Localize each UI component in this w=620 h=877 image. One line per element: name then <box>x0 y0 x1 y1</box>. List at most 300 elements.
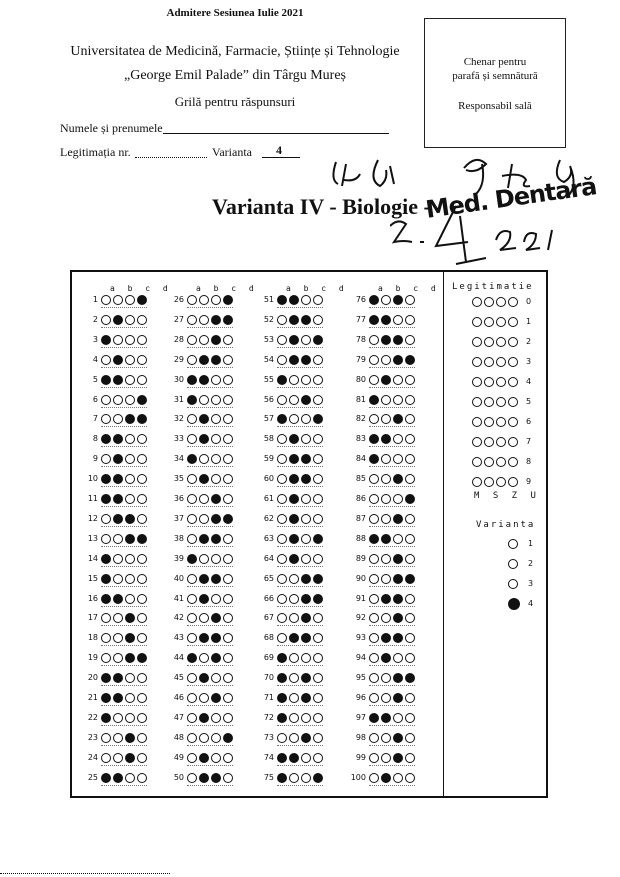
answer-bubble-d[interactable] <box>405 414 415 424</box>
answer-bubble-a[interactable] <box>187 355 197 365</box>
answer-bubble-d[interactable] <box>405 574 415 584</box>
answer-bubble-c[interactable] <box>301 414 311 424</box>
answer-bubble-d[interactable] <box>313 335 323 345</box>
answer-bubble-a[interactable] <box>369 713 379 723</box>
answer-bubble-d[interactable] <box>137 594 147 604</box>
answer-bubble-b[interactable] <box>199 574 209 584</box>
answer-bubble-b[interactable] <box>289 733 299 743</box>
id-bubble[interactable] <box>508 417 518 427</box>
answer-bubble-b[interactable] <box>113 633 123 643</box>
answer-bubble-d[interactable] <box>137 454 147 464</box>
answer-bubble-b[interactable] <box>113 514 123 524</box>
answer-bubble-a[interactable] <box>277 335 287 345</box>
answer-bubble-d[interactable] <box>137 613 147 623</box>
answer-bubble-d[interactable] <box>223 355 233 365</box>
answer-bubble-d[interactable] <box>405 753 415 763</box>
answer-bubble-d[interactable] <box>223 554 233 564</box>
id-bubble[interactable] <box>496 477 506 487</box>
answer-bubble-b[interactable] <box>381 693 391 703</box>
answer-bubble-d[interactable] <box>137 355 147 365</box>
answer-bubble-c[interactable] <box>211 414 221 424</box>
answer-bubble-a[interactable] <box>277 454 287 464</box>
answer-bubble-b[interactable] <box>113 414 123 424</box>
answer-bubble-b[interactable] <box>113 454 123 464</box>
answer-bubble-a[interactable] <box>277 514 287 524</box>
answer-bubble-b[interactable] <box>289 474 299 484</box>
answer-bubble-b[interactable] <box>289 613 299 623</box>
answer-bubble-d[interactable] <box>223 613 233 623</box>
answer-bubble-d[interactable] <box>405 434 415 444</box>
answer-bubble-b[interactable] <box>113 355 123 365</box>
answer-bubble-d[interactable] <box>137 673 147 683</box>
id-bubble[interactable] <box>508 337 518 347</box>
answer-bubble-a[interactable] <box>277 395 287 405</box>
answer-bubble-b[interactable] <box>199 713 209 723</box>
answer-bubble-c[interactable] <box>125 554 135 564</box>
answer-bubble-b[interactable] <box>289 554 299 564</box>
answer-bubble-c[interactable] <box>301 434 311 444</box>
answer-bubble-b[interactable] <box>199 454 209 464</box>
answer-bubble-b[interactable] <box>289 434 299 444</box>
answer-bubble-c[interactable] <box>393 395 403 405</box>
answer-bubble-b[interactable] <box>289 335 299 345</box>
answer-bubble-a[interactable] <box>277 474 287 484</box>
answer-bubble-a[interactable] <box>277 594 287 604</box>
answer-bubble-c[interactable] <box>301 395 311 405</box>
answer-bubble-b[interactable] <box>199 733 209 743</box>
answer-bubble-c[interactable] <box>301 295 311 305</box>
answer-bubble-c[interactable] <box>393 594 403 604</box>
answer-bubble-a[interactable] <box>277 574 287 584</box>
answer-bubble-c[interactable] <box>211 375 221 385</box>
answer-bubble-b[interactable] <box>199 534 209 544</box>
answer-bubble-d[interactable] <box>313 753 323 763</box>
id-bubble[interactable] <box>472 437 482 447</box>
answer-bubble-c[interactable] <box>301 574 311 584</box>
answer-bubble-d[interactable] <box>405 375 415 385</box>
answer-bubble-b[interactable] <box>381 514 391 524</box>
answer-bubble-b[interactable] <box>199 693 209 703</box>
answer-bubble-c[interactable] <box>125 574 135 584</box>
answer-bubble-a[interactable] <box>187 335 197 345</box>
answer-bubble-d[interactable] <box>313 395 323 405</box>
answer-bubble-c[interactable] <box>301 594 311 604</box>
answer-bubble-d[interactable] <box>405 395 415 405</box>
answer-bubble-a[interactable] <box>101 733 111 743</box>
answer-bubble-a[interactable] <box>369 494 379 504</box>
answer-bubble-c[interactable] <box>393 753 403 763</box>
answer-bubble-d[interactable] <box>223 713 233 723</box>
answer-bubble-b[interactable] <box>113 554 123 564</box>
answer-bubble-c[interactable] <box>125 594 135 604</box>
answer-bubble-a[interactable] <box>369 733 379 743</box>
answer-bubble-d[interactable] <box>223 693 233 703</box>
id-bubble[interactable] <box>508 437 518 447</box>
answer-bubble-b[interactable] <box>289 295 299 305</box>
answer-bubble-a[interactable] <box>277 434 287 444</box>
answer-bubble-d[interactable] <box>137 514 147 524</box>
answer-bubble-a[interactable] <box>277 554 287 564</box>
answer-bubble-b[interactable] <box>289 315 299 325</box>
answer-bubble-b[interactable] <box>289 653 299 663</box>
answer-bubble-c[interactable] <box>393 315 403 325</box>
answer-bubble-d[interactable] <box>137 315 147 325</box>
answer-bubble-a[interactable] <box>187 753 197 763</box>
answer-bubble-d[interactable] <box>137 375 147 385</box>
id-bubble[interactable] <box>496 417 506 427</box>
answer-bubble-c[interactable] <box>301 355 311 365</box>
answer-bubble-a[interactable] <box>369 653 379 663</box>
id-bubble[interactable] <box>472 457 482 467</box>
answer-bubble-c[interactable] <box>211 713 221 723</box>
answer-bubble-a[interactable] <box>369 534 379 544</box>
answer-bubble-a[interactable] <box>187 633 197 643</box>
answer-bubble-c[interactable] <box>211 693 221 703</box>
id-bubble[interactable] <box>484 357 494 367</box>
answer-bubble-d[interactable] <box>313 594 323 604</box>
id-bubble[interactable] <box>496 317 506 327</box>
id-bubble[interactable] <box>472 297 482 307</box>
answer-bubble-c[interactable] <box>393 713 403 723</box>
answer-bubble-c[interactable] <box>393 733 403 743</box>
answer-bubble-a[interactable] <box>187 773 197 783</box>
answer-bubble-b[interactable] <box>289 773 299 783</box>
answer-bubble-a[interactable] <box>277 753 287 763</box>
answer-bubble-d[interactable] <box>313 633 323 643</box>
answer-bubble-a[interactable] <box>369 395 379 405</box>
answer-bubble-a[interactable] <box>187 534 197 544</box>
answer-bubble-c[interactable] <box>125 733 135 743</box>
answer-bubble-b[interactable] <box>199 613 209 623</box>
answer-bubble-b[interactable] <box>381 713 391 723</box>
answer-bubble-b[interactable] <box>199 295 209 305</box>
answer-bubble-b[interactable] <box>199 335 209 345</box>
answer-bubble-b[interactable] <box>199 355 209 365</box>
id-bubble[interactable] <box>484 297 494 307</box>
answer-bubble-a[interactable] <box>369 335 379 345</box>
id-bubble[interactable] <box>472 357 482 367</box>
answer-bubble-a[interactable] <box>187 693 197 703</box>
answer-bubble-c[interactable] <box>301 633 311 643</box>
answer-bubble-a[interactable] <box>187 414 197 424</box>
answer-bubble-c[interactable] <box>301 315 311 325</box>
answer-bubble-b[interactable] <box>381 474 391 484</box>
answer-bubble-a[interactable] <box>101 434 111 444</box>
answer-bubble-c[interactable] <box>211 335 221 345</box>
answer-bubble-d[interactable] <box>313 355 323 365</box>
answer-bubble-c[interactable] <box>301 554 311 564</box>
answer-bubble-d[interactable] <box>405 494 415 504</box>
answer-bubble-a[interactable] <box>101 335 111 345</box>
answer-bubble-b[interactable] <box>381 673 391 683</box>
answer-bubble-d[interactable] <box>223 633 233 643</box>
answer-bubble-c[interactable] <box>393 673 403 683</box>
answer-bubble-b[interactable] <box>113 534 123 544</box>
answer-bubble-a[interactable] <box>101 693 111 703</box>
variant-bubble[interactable] <box>508 559 518 569</box>
answer-bubble-d[interactable] <box>405 355 415 365</box>
answer-bubble-d[interactable] <box>405 335 415 345</box>
answer-bubble-d[interactable] <box>313 653 323 663</box>
answer-bubble-a[interactable] <box>101 594 111 604</box>
answer-bubble-b[interactable] <box>289 753 299 763</box>
answer-bubble-b[interactable] <box>113 733 123 743</box>
answer-bubble-a[interactable] <box>101 673 111 683</box>
answer-bubble-a[interactable] <box>277 633 287 643</box>
answer-bubble-c[interactable] <box>125 633 135 643</box>
answer-bubble-c[interactable] <box>393 474 403 484</box>
answer-bubble-a[interactable] <box>369 673 379 683</box>
answer-bubble-d[interactable] <box>405 693 415 703</box>
answer-bubble-b[interactable] <box>381 335 391 345</box>
answer-bubble-a[interactable] <box>277 693 287 703</box>
answer-bubble-d[interactable] <box>405 454 415 464</box>
answer-bubble-b[interactable] <box>289 594 299 604</box>
answer-bubble-c[interactable] <box>393 633 403 643</box>
answer-bubble-a[interactable] <box>277 613 287 623</box>
answer-bubble-a[interactable] <box>187 733 197 743</box>
answer-bubble-c[interactable] <box>125 653 135 663</box>
answer-bubble-c[interactable] <box>301 773 311 783</box>
answer-bubble-b[interactable] <box>199 773 209 783</box>
id-bubble[interactable] <box>472 477 482 487</box>
answer-bubble-a[interactable] <box>187 434 197 444</box>
answer-bubble-c[interactable] <box>301 494 311 504</box>
answer-bubble-c[interactable] <box>393 613 403 623</box>
answer-bubble-d[interactable] <box>313 434 323 444</box>
id-bubble[interactable] <box>496 457 506 467</box>
answer-bubble-c[interactable] <box>125 673 135 683</box>
answer-bubble-a[interactable] <box>187 295 197 305</box>
answer-bubble-b[interactable] <box>289 454 299 464</box>
answer-bubble-d[interactable] <box>137 653 147 663</box>
answer-bubble-a[interactable] <box>277 653 287 663</box>
answer-bubble-d[interactable] <box>313 554 323 564</box>
answer-bubble-c[interactable] <box>393 494 403 504</box>
answer-bubble-b[interactable] <box>199 315 209 325</box>
answer-bubble-a[interactable] <box>369 414 379 424</box>
answer-bubble-d[interactable] <box>137 633 147 643</box>
answer-bubble-c[interactable] <box>301 474 311 484</box>
answer-bubble-b[interactable] <box>289 713 299 723</box>
answer-bubble-a[interactable] <box>369 434 379 444</box>
answer-bubble-b[interactable] <box>381 733 391 743</box>
answer-bubble-c[interactable] <box>301 335 311 345</box>
answer-bubble-d[interactable] <box>313 693 323 703</box>
answer-bubble-c[interactable] <box>393 653 403 663</box>
answer-bubble-c[interactable] <box>125 414 135 424</box>
answer-bubble-a[interactable] <box>277 494 287 504</box>
answer-bubble-d[interactable] <box>137 693 147 703</box>
answer-bubble-a[interactable] <box>369 753 379 763</box>
answer-bubble-a[interactable] <box>187 395 197 405</box>
answer-bubble-a[interactable] <box>101 414 111 424</box>
answer-bubble-d[interactable] <box>313 733 323 743</box>
answer-bubble-d[interactable] <box>223 295 233 305</box>
answer-bubble-c[interactable] <box>211 594 221 604</box>
answer-bubble-d[interactable] <box>223 474 233 484</box>
answer-bubble-d[interactable] <box>223 653 233 663</box>
answer-bubble-a[interactable] <box>369 454 379 464</box>
answer-bubble-d[interactable] <box>137 494 147 504</box>
answer-bubble-c[interactable] <box>125 434 135 444</box>
answer-bubble-a[interactable] <box>369 773 379 783</box>
id-bubble[interactable] <box>472 417 482 427</box>
answer-bubble-b[interactable] <box>381 633 391 643</box>
answer-bubble-c[interactable] <box>211 753 221 763</box>
answer-bubble-a[interactable] <box>101 713 111 723</box>
id-bubble[interactable] <box>484 317 494 327</box>
answer-bubble-b[interactable] <box>199 375 209 385</box>
id-bubble[interactable] <box>472 397 482 407</box>
answer-bubble-c[interactable] <box>211 653 221 663</box>
answer-bubble-a[interactable] <box>277 733 287 743</box>
answer-bubble-d[interactable] <box>223 773 233 783</box>
answer-bubble-a[interactable] <box>187 514 197 524</box>
answer-bubble-c[interactable] <box>393 454 403 464</box>
answer-bubble-a[interactable] <box>187 574 197 584</box>
answer-bubble-b[interactable] <box>289 514 299 524</box>
answer-bubble-a[interactable] <box>277 295 287 305</box>
answer-bubble-a[interactable] <box>369 295 379 305</box>
answer-bubble-c[interactable] <box>211 295 221 305</box>
answer-bubble-c[interactable] <box>125 693 135 703</box>
answer-bubble-c[interactable] <box>211 355 221 365</box>
answer-bubble-d[interactable] <box>137 434 147 444</box>
id-bubble[interactable] <box>472 317 482 327</box>
answer-bubble-c[interactable] <box>211 514 221 524</box>
answer-bubble-d[interactable] <box>405 315 415 325</box>
answer-bubble-b[interactable] <box>289 414 299 424</box>
answer-bubble-d[interactable] <box>137 414 147 424</box>
id-bubble[interactable] <box>484 477 494 487</box>
answer-bubble-d[interactable] <box>405 295 415 305</box>
answer-bubble-a[interactable] <box>187 653 197 663</box>
answer-bubble-b[interactable] <box>289 494 299 504</box>
id-bubble[interactable] <box>508 477 518 487</box>
answer-bubble-a[interactable] <box>101 613 111 623</box>
answer-bubble-a[interactable] <box>101 554 111 564</box>
answer-bubble-a[interactable] <box>101 574 111 584</box>
answer-bubble-a[interactable] <box>101 474 111 484</box>
answer-bubble-a[interactable] <box>369 554 379 564</box>
answer-bubble-d[interactable] <box>223 454 233 464</box>
answer-bubble-a[interactable] <box>187 594 197 604</box>
answer-bubble-b[interactable] <box>199 494 209 504</box>
answer-bubble-b[interactable] <box>113 574 123 584</box>
answer-bubble-d[interactable] <box>313 713 323 723</box>
answer-bubble-c[interactable] <box>211 574 221 584</box>
answer-bubble-a[interactable] <box>369 514 379 524</box>
answer-bubble-d[interactable] <box>137 335 147 345</box>
answer-bubble-a[interactable] <box>187 454 197 464</box>
answer-bubble-d[interactable] <box>223 335 233 345</box>
answer-bubble-c[interactable] <box>211 315 221 325</box>
answer-bubble-c[interactable] <box>301 534 311 544</box>
answer-bubble-d[interactable] <box>137 753 147 763</box>
answer-bubble-b[interactable] <box>113 613 123 623</box>
answer-bubble-b[interactable] <box>381 594 391 604</box>
answer-bubble-c[interactable] <box>393 514 403 524</box>
answer-bubble-d[interactable] <box>137 395 147 405</box>
answer-bubble-a[interactable] <box>187 474 197 484</box>
answer-bubble-a[interactable] <box>277 355 287 365</box>
answer-bubble-c[interactable] <box>393 375 403 385</box>
answer-bubble-c[interactable] <box>211 395 221 405</box>
id-bubble[interactable] <box>496 337 506 347</box>
answer-bubble-c[interactable] <box>393 693 403 703</box>
answer-bubble-b[interactable] <box>199 514 209 524</box>
answer-bubble-d[interactable] <box>313 315 323 325</box>
answer-bubble-b[interactable] <box>289 534 299 544</box>
answer-bubble-d[interactable] <box>313 295 323 305</box>
answer-bubble-d[interactable] <box>313 454 323 464</box>
answer-bubble-b[interactable] <box>113 474 123 484</box>
answer-bubble-c[interactable] <box>211 633 221 643</box>
answer-bubble-c[interactable] <box>125 514 135 524</box>
answer-bubble-c[interactable] <box>301 713 311 723</box>
answer-bubble-c[interactable] <box>301 673 311 683</box>
answer-bubble-d[interactable] <box>405 534 415 544</box>
answer-bubble-b[interactable] <box>381 395 391 405</box>
answer-bubble-c[interactable] <box>125 295 135 305</box>
id-bubble[interactable] <box>496 437 506 447</box>
answer-bubble-a[interactable] <box>277 375 287 385</box>
variant-bubble[interactable] <box>508 579 518 589</box>
answer-bubble-b[interactable] <box>289 574 299 584</box>
id-bubble[interactable] <box>484 437 494 447</box>
answer-bubble-c[interactable] <box>125 315 135 325</box>
id-bubble[interactable] <box>508 457 518 467</box>
answer-bubble-c[interactable] <box>125 335 135 345</box>
id-bubble[interactable] <box>508 297 518 307</box>
answer-bubble-a[interactable] <box>277 673 287 683</box>
answer-bubble-b[interactable] <box>113 713 123 723</box>
answer-bubble-d[interactable] <box>405 733 415 743</box>
answer-bubble-d[interactable] <box>223 733 233 743</box>
answer-bubble-c[interactable] <box>211 673 221 683</box>
answer-bubble-b[interactable] <box>113 653 123 663</box>
id-bubble[interactable] <box>496 377 506 387</box>
answer-bubble-c[interactable] <box>125 494 135 504</box>
answer-bubble-b[interactable] <box>289 673 299 683</box>
answer-bubble-a[interactable] <box>187 375 197 385</box>
answer-bubble-c[interactable] <box>393 773 403 783</box>
answer-bubble-a[interactable] <box>101 395 111 405</box>
answer-bubble-b[interactable] <box>381 613 391 623</box>
answer-bubble-c[interactable] <box>211 554 221 564</box>
answer-bubble-a[interactable] <box>187 494 197 504</box>
answer-bubble-b[interactable] <box>113 434 123 444</box>
answer-bubble-b[interactable] <box>199 653 209 663</box>
answer-bubble-a[interactable] <box>277 414 287 424</box>
answer-bubble-d[interactable] <box>223 315 233 325</box>
answer-bubble-c[interactable] <box>125 613 135 623</box>
answer-bubble-d[interactable] <box>405 773 415 783</box>
answer-bubble-d[interactable] <box>137 474 147 484</box>
answer-bubble-a[interactable] <box>369 633 379 643</box>
answer-bubble-a[interactable] <box>101 355 111 365</box>
answer-bubble-b[interactable] <box>113 315 123 325</box>
answer-bubble-b[interactable] <box>381 295 391 305</box>
id-bubble[interactable] <box>472 337 482 347</box>
answer-bubble-a[interactable] <box>101 773 111 783</box>
answer-bubble-c[interactable] <box>301 693 311 703</box>
answer-bubble-b[interactable] <box>199 414 209 424</box>
answer-bubble-d[interactable] <box>405 554 415 564</box>
variant-bubble[interactable] <box>508 598 520 610</box>
answer-bubble-b[interactable] <box>289 693 299 703</box>
